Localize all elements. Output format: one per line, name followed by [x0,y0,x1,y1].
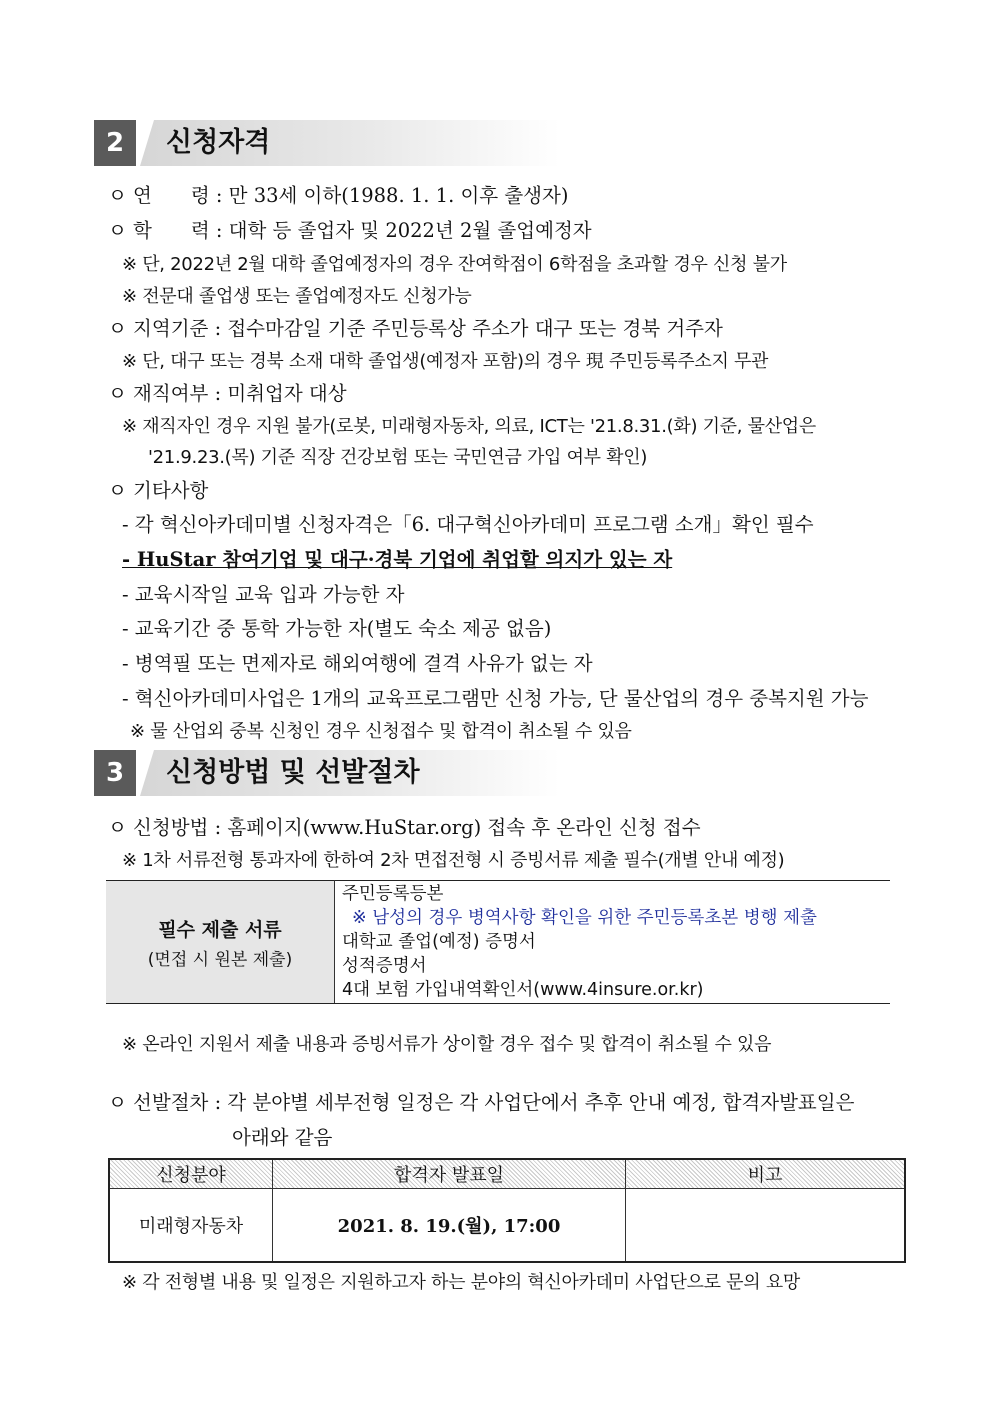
employment-note-2: '21.9.23.(목) 기준 직장 건강보험 또는 국민연금 가입 여부 확인) [148,447,648,468]
section-title: 신청자격 [166,127,271,158]
section-3-header [94,750,564,796]
document-item: 4대 보험 가입내역확인서(www.4insure.or.kr) [342,980,704,1000]
other-item-2: - HuStar 참여기업 및 대구·경북 기업에 취업할 의지가 있는 자 [122,548,673,571]
cell-date: 2021. 8. 19.(월), 17:00 [273,1189,626,1263]
document-item: 주민등록등본 [342,884,444,904]
col-header-date: 합격자 발표일 [273,1159,626,1189]
region-line: ㅇ 지역기준 : 접수마감일 기준 주민등록상 주소가 대구 또는 경북 거주자 [108,317,723,340]
document-item: 대학교 졸업(예정) 증명서 [342,932,536,952]
document-note: ※ 남성의 경우 병역사항 확인을 위한 주민등록초본 병행 제출 [352,908,817,928]
section-number: 2 [94,120,136,166]
section-2-header [94,120,564,166]
section-number: 3 [94,750,136,796]
method-line: ㅇ 신청방법 : 홈페이지(www.HuStar.org) 접속 후 온라인 신청 접수 [108,816,701,839]
other-item-6: - 혁신아카데미사업은 1개의 교육프로그램만 신청 가능, 단 물산업의 경우 중복지원 가능 [122,687,869,710]
employment-line: ㅇ 재직여부 : 미취업자 대상 [108,382,347,405]
other-item-4: - 교육기간 중 통학 가능한 자(별도 숙소 제공 없음) [122,617,552,640]
cell-field: 미래형자동차 [109,1189,273,1263]
selection-line-2: 아래와 같음 [232,1126,333,1149]
other-item-5: - 병역필 또는 면제자로 해외여행에 결격 사유가 없는 자 [122,652,593,675]
age-line: ㅇ 연 령 : 만 33세 이하(1988. 1. 1. 이후 출생자) [108,184,569,207]
section-title: 신청방법 및 선발절차 [166,757,420,788]
col-header-remark: 비고 [626,1159,906,1189]
region-note: ※ 단, 대구 또는 경북 소재 대학 졸업생(예정자 포함)의 경우 現 주민등록주소지 무관 [122,351,769,372]
other-heading: ㅇ 기타사항 [108,479,209,502]
required-documents-table [106,880,890,1004]
employment-note-1: ※ 재직자인 경우 지원 불가(로봇, 미래형자동차, 의료, ICT는 '21.8.31.(화) 기준, 물산업은 [122,416,816,437]
table-header-row [109,1159,905,1189]
other-item-3: - 교육시작일 교육 입과 가능한 자 [122,583,405,606]
col-header-field: 신청분야 [109,1159,273,1189]
announcement-table [108,1158,906,1263]
document-item: 성적증명서 [342,956,427,976]
education-note-2: ※ 전문대 졸업생 또는 졸업예정자도 신청가능 [122,286,472,307]
documents-note: ※ 온라인 지원서 제출 내용과 증빙서류가 상이할 경우 접수 및 합격이 취소될 수 있음 [122,1034,772,1055]
documents-label: 필수 제출 서류 [158,918,282,941]
method-note: ※ 1차 서류전형 통과자에 한하여 2차 면접전형 시 증빙서류 제출 필수(개별 안내 예정) [122,850,785,871]
education-line: ㅇ 학 력 : 대학 등 졸업자 및 2022년 2월 졸업예정자 [108,219,592,242]
education-note-1: ※ 단, 2022년 2월 대학 졸업예정자의 경우 잔여학점이 6학점을 초과할 경우 신청 불가 [122,254,787,275]
documents-list-cell [335,881,891,1004]
other-note: ※ 물 산업외 중복 신청인 경우 신청접수 및 합격이 취소될 수 있음 [130,721,632,742]
other-item-1: - 각 혁신아카데미별 신청자격은「6. 대구혁신아카데미 프로그램 소개」확인 필수 [122,513,814,536]
selection-line-1: ㅇ 선발절차 : 각 분야별 세부전형 일정은 각 사업단에서 추후 안내 예정, 합격자발표일은 [108,1091,855,1114]
documents-sublabel: (면접 시 원본 제출) [147,949,293,970]
cell-remark [626,1189,906,1263]
documents-label-cell [106,881,335,1004]
final-note: ※ 각 전형별 내용 및 일정은 지원하고자 하는 분야의 혁신아카데미 사업단으로 문의 요망 [122,1272,800,1293]
table-row [109,1189,905,1263]
